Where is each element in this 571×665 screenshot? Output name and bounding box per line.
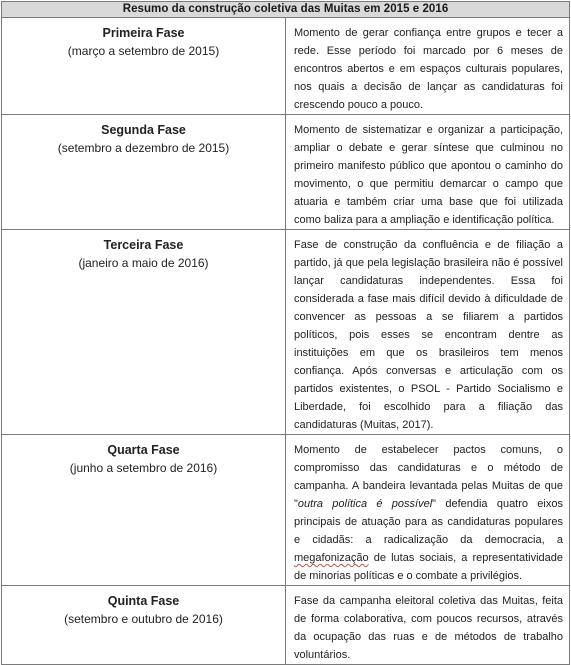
description-italic-quote: outra política é possível — [297, 498, 433, 510]
table-header-row — [2, 2, 570, 18]
phase-description — [286, 435, 570, 586]
table-row — [2, 115, 570, 230]
table-row — [2, 18, 570, 115]
phase-name: Quarta Fase — [107, 443, 180, 457]
spellcheck-underlined-word: megafonização — [294, 552, 369, 564]
phase-cell — [2, 230, 286, 435]
phase-period: (setembro e outubro de 2016) — [64, 612, 223, 626]
phase-name: Primeira Fase — [102, 26, 185, 40]
summary-table-container — [1, 1, 570, 661]
phase-period: (setembro a dezembro de 2015) — [57, 141, 230, 155]
phase-description: Fase de construção da confluência e de filiação a partido, já que pela legislação brasileira não é possível lançar candidaturas independentes. Essa foi considerada a fase mais difícil devido à dificuldade de convencer as pessoas a se filiarem a partidos políticos, pois esses se encontram dentre as instituições em que os brasileiros tem menos confiança. Após conversas e articulação com os partidos existentes, o PSOL - Partido Socialismo e Liberdade, foi escolhido para a filiação das candidaturas (Muitas, 2017). — [286, 230, 570, 435]
phase-cell — [2, 435, 286, 586]
phase-period: (março a setembro de 2015) — [67, 44, 220, 58]
phase-description: Fase da campanha eleitoral coletiva das Muitas, feita de forma colaborativa, com poucos recursos, através da ocupação das ruas e de métodos de trabalho voluntários. — [286, 586, 570, 665]
description-text: de lutas sociais, a representatividade de minorias políticas e o combate a privilégios. — [294, 552, 563, 582]
phase-period: (junho a setembro de 2016) — [69, 461, 218, 475]
table-row — [2, 586, 570, 665]
description-text: Momento de estabelecer pactos comuns, o compromisso das candidaturas e o método de campanha. A bandeira levantada pelas Muitas de que " — [294, 444, 563, 510]
phase-name: Terceira Fase — [103, 238, 184, 252]
phase-cell — [2, 115, 286, 230]
phase-name: Segunda Fase — [101, 123, 186, 137]
phase-period: (janeiro a maio de 2016) — [78, 256, 209, 270]
summary-table — [1, 1, 570, 665]
description-text: " defendia quatro eixos principais de atuação para as candidaturas populares e cidadãs: a radicalização da democracia, a — [294, 498, 563, 546]
phase-name: Quinta Fase — [107, 594, 180, 608]
phase-description: Momento de sistematizar e organizar a participação, ampliar o debate e gerar síntese que culminou no primeiro manifesto público que apontou o caminho do movimento, o que permitiu demarcar o campo que atuaria e também criar uma base que foi utilizada como baliza para a ampliação e identificação política. — [286, 115, 570, 230]
table-title: Resumo da construção coletiva das Muitas em 2015 e 2016 — [2, 2, 570, 18]
phase-cell — [2, 586, 286, 665]
phase-description: Momento de gerar confiança entre grupos e tecer a rede. Esse período foi marcado por 6 meses de encontros abertos e em espaços culturais populares, nos quais a decisão de lançar as candidaturas foi crescendo pouco a pouco. — [286, 18, 570, 115]
phase-cell — [2, 18, 286, 115]
table-row — [2, 435, 570, 586]
table-row — [2, 230, 570, 435]
